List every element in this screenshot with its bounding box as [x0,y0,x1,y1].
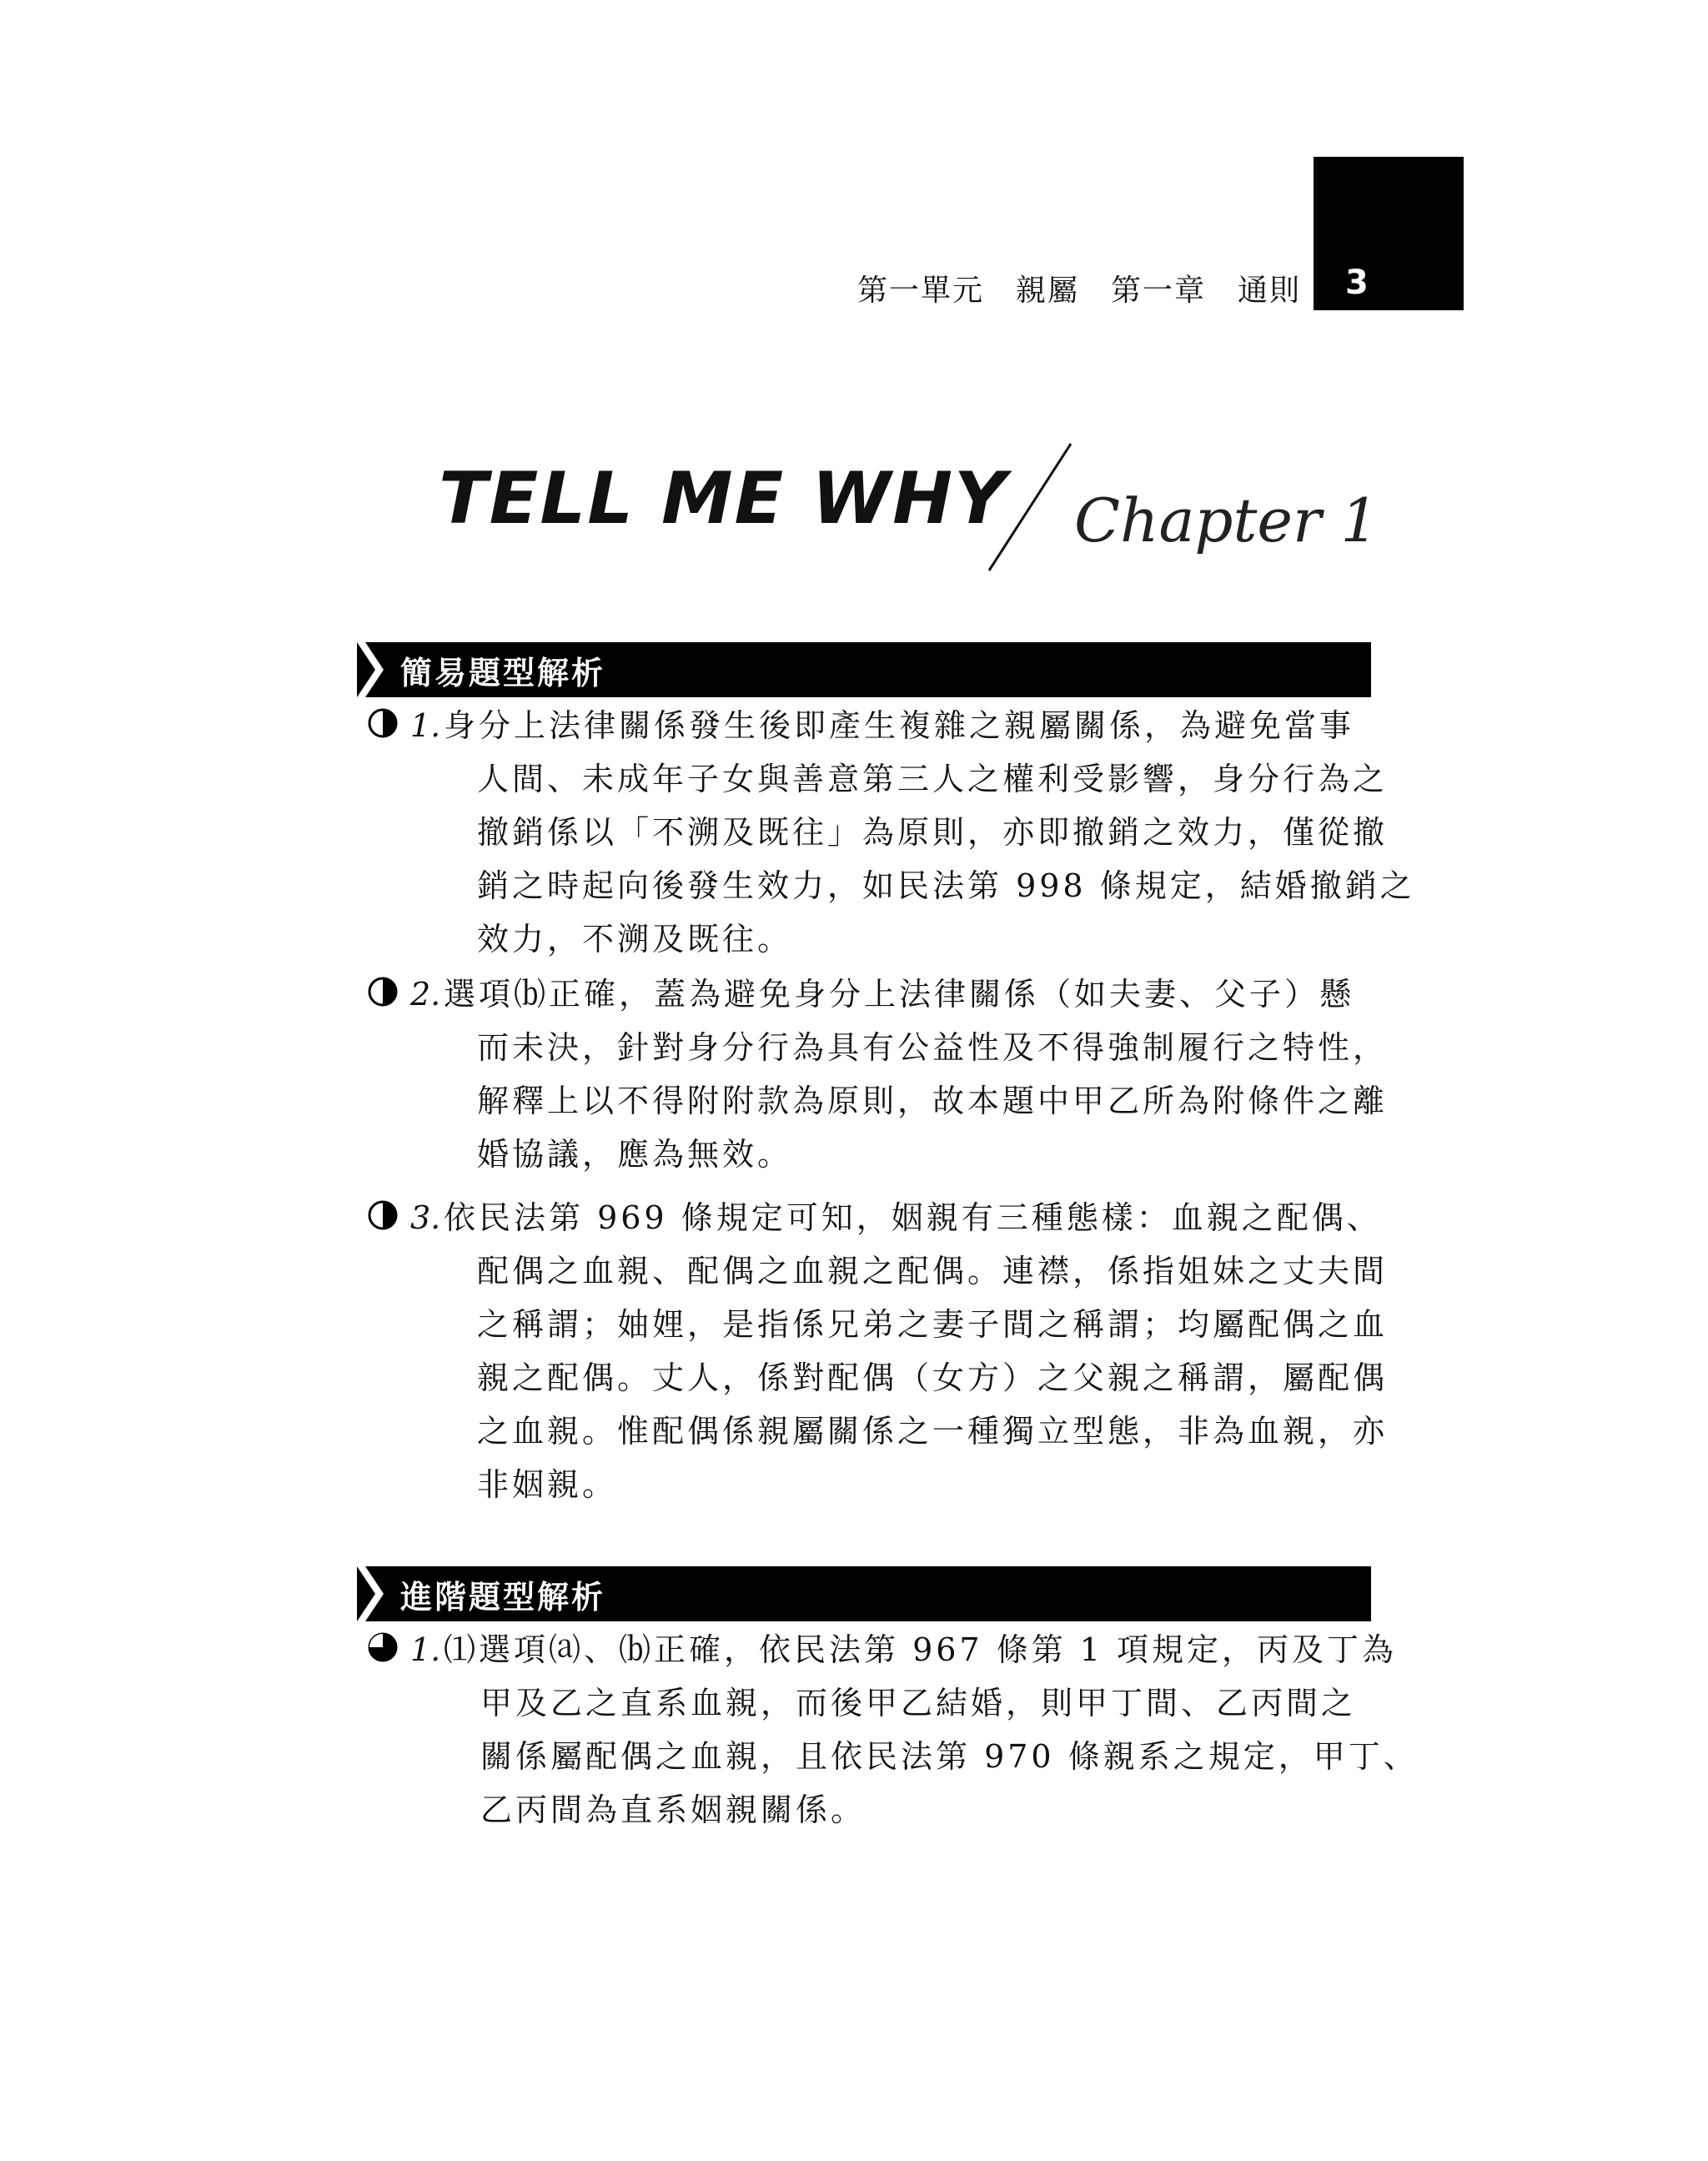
text-line: 親之配偶。丈人，係對配偶（女方）之父親之稱謂，屬配偶 [477,1359,1389,1396]
section-label: 進階題型解析 [400,1579,606,1616]
text-line: 婚協議，應為無效。 [477,1136,793,1173]
text-line: 效力，不溯及既往。 [477,921,793,957]
three-quarter-circle-bullet-icon [367,1631,399,1663]
text-line: 之血親。惟配偶係親屬關係之一種獨立型態，非為血親，亦 [477,1413,1389,1450]
text-line: 依民法第 969 條規定可知，姻親有三種態樣：血親之配偶、 [444,1199,1382,1236]
text-line: 關係屬配偶之血親，且依民法第 970 條親系之規定，甲丁、 [480,1738,1419,1775]
item-number: 1. [410,1631,441,1668]
section-label: 簡易題型解析 [400,655,606,691]
text-line: 選項⒝正確，蓋為避免身分上法律關係（如夫妻、父子）懸 [444,976,1355,1013]
item-number: 1. [410,707,441,744]
half-circle-bullet-icon [367,707,399,739]
section-arrow-icon [357,1566,390,1621]
half-circle-bullet-icon [367,1199,399,1231]
text-line: 乙丙間為直系姻親關係。 [480,1792,867,1828]
text-line: ⑴選項⒜、⒝正確，依民法第 967 條第 1 項規定，丙及丁為 [444,1631,1398,1668]
text-line: 人間、未成年子女與善意第三人之權利受影響，身分行為之 [477,761,1389,797]
section-bar-basic [357,642,1371,697]
text-line: 解釋上以不得附附款為原則，故本題中甲乙所為附條件之離 [477,1083,1389,1119]
text-line: 而未決，針對身分行為具有公益性及不得強制履行之特性， [477,1029,1389,1066]
page-tab [1314,157,1464,310]
text-line: 之稱謂；妯娌，是指係兄弟之妻子間之稱謂；均屬配偶之血 [477,1306,1389,1343]
page-number: 3 [1345,264,1369,302]
running-header: 第一單元 親屬 第一章 通則 [857,274,1301,308]
text-line: 甲及乙之直系血親，而後甲乙結婚，則甲丁間、乙丙間之 [480,1685,1357,1721]
chapter-banner-title: TELL ME WHY [439,457,1008,540]
text-line: 配偶之血親、配偶之血親之配偶。連襟，係指姐妹之丈夫間 [477,1253,1389,1289]
chapter-label: Chapter 1 [1074,485,1379,555]
item-number: 3. [410,1199,441,1236]
section-bar-advanced [357,1566,1371,1621]
text-line: 撤銷係以「不溯及既往」為原則，亦即撤銷之效力，僅從撤 [477,814,1389,851]
text-line: 銷之時起向後發生效力，如民法第 998 條規定，結婚撤銷之 [477,867,1415,904]
banner-slash-divider [984,440,1076,574]
text-line: 身分上法律關係發生後即產生複雜之親屬關係，為避免當事 [444,707,1355,744]
item-number: 2. [410,976,441,1013]
text-line: 非姻親。 [477,1466,618,1503]
half-circle-bullet-icon [367,976,399,1008]
section-arrow-icon [357,642,390,697]
